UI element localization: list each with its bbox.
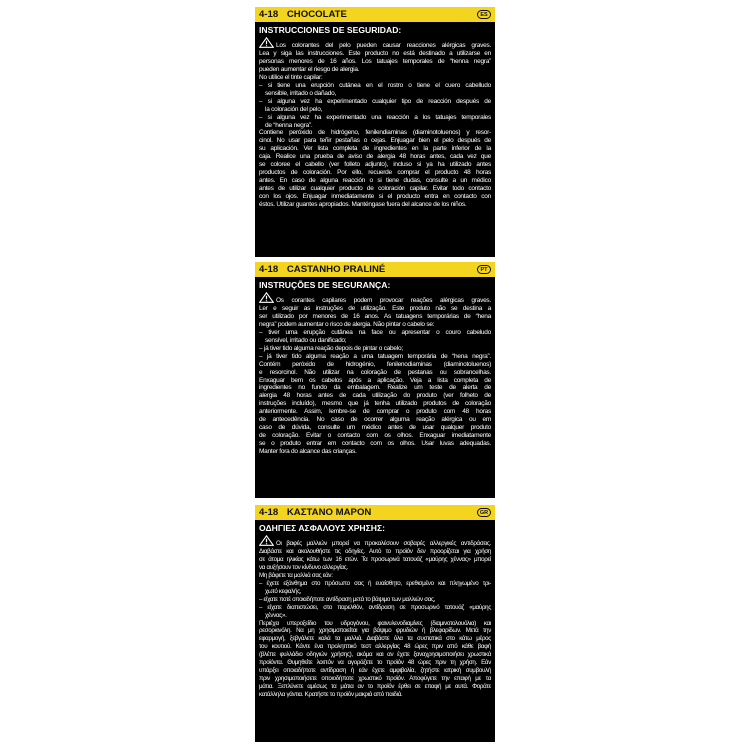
text-line: εφαρμογή, ξεβγάλετε καλά τα μαλλιά. Διαβάστε όλα τα συστατικά στο κάτω μέρος [259, 635, 491, 643]
text-line: caja. Realice una prueba de aviso de alergia 48 horas antes, cada vez que [259, 153, 491, 161]
text-line: (βλέπε φυλλάδιο οδηγιών χρήσης), ακόμα και αν έχετε ξαναχρησιμοποιήσει χρωστικά [259, 651, 491, 659]
shade-code: 4-18 [259, 507, 279, 518]
text-line: κατάλληλα γάντια. Κρατήστε το προϊόν μακριά από παιδιά. [259, 691, 403, 699]
text-line: σε άτομα ηλικίας κάτω των 16 ετών. Τα προσωρινά τατουάζ «μαύρης χέννας» μπορεί [259, 555, 491, 563]
text-line [259, 292, 491, 305]
text-line: ρεσορκινόλη. Να μη χρησιμοποιείται για βάψιμο φρυδιών ή βλεφαρίδων. Μετά την [259, 627, 491, 635]
text-line: μάτια. Ξεπλύνετε αμέσως τα μάτια αν το προϊόν έρθει σε επαφή με αυτά. Φοράτε [259, 683, 491, 691]
warning-text [259, 37, 491, 209]
warning-triangle-icon [259, 292, 274, 303]
country-badge-es: ES [477, 10, 491, 19]
text-line: No utilice el tinte capilar: [259, 73, 323, 81]
text-line: productos de coloración. Por ello, recuerde comprar el producto 48 horas [259, 169, 491, 177]
section-pt [255, 262, 495, 498]
shade-code: 4-18 [259, 264, 279, 275]
section-es [255, 7, 495, 257]
text-line: de coloração. Evitar o contacto com os olhos. Enxaguar imediatamente [259, 432, 491, 440]
text-line: Contém peróxido de hidrogénio, fenilenodiaminas (diaminotoluenos) [259, 360, 491, 368]
text-line: su aplicación. Ver lista completa de ingredientes en la parte inferior de la [259, 145, 491, 153]
text-line: con los ojos. Enjuagar inmediatamente si el producto entra en contacto con [259, 193, 491, 201]
text-line: – είχατε διαπιστώσει, στο παρελθόν, αντίδραση σε προσωρινό τατουάζ «μαύρης [259, 603, 491, 611]
warning-triangle-icon [259, 37, 274, 48]
text-line: πριν χρησιμοποιήσετε οποιοδήποτε χρωστικό προϊόν. Αποφύγετε την επαφή με τα [259, 675, 491, 683]
text-line: sensible, irritado o dañado, [265, 89, 337, 97]
text-line: se o produto entrar em contacto com os olhos. Usar luvas adequadas. [259, 440, 491, 448]
text-line: – είχατε ποτέ οποιαδήποτε αντίδραση μετά το βάψιμο των μαλλιών σας, [259, 595, 436, 603]
section-gr [255, 505, 495, 742]
text-line: ingredientes no fundo da embalagem. Realize um teste de alerta de [259, 384, 491, 392]
warning-triangle-icon [259, 535, 274, 546]
text-line: éstos. Utilizar guantes apropiados. Manténgase fuera del alcance de los niños. [259, 201, 467, 209]
warning-lead-text: Os corantes capilares podem provocar reações alérgicas graves. [276, 297, 491, 304]
warning-panel-gr [255, 520, 495, 742]
shade-name: CASTANHO PRALINÉ [286, 264, 386, 275]
text-line: χέννας». [265, 611, 287, 619]
text-line: – já tiver tido alguma reação a uma tatuagem temporária de “hena negra”. [259, 352, 491, 360]
text-line: Διαβάστε και ακολουθήστε τις οδηγίες. Αυτό το προϊόν δεν προορίζεται για χρήση [259, 547, 491, 555]
warning-text [259, 292, 491, 456]
text-line: Lea y siga las instrucciones. Este producto no está destinado a utilizarse en [259, 49, 491, 57]
text-line: e resorcinol. Não utilizar na coloração de pestanas ou sobrancelhas. [259, 368, 491, 376]
text-line [259, 37, 491, 50]
country-badge-pt: PT [477, 265, 491, 274]
text-line: να αυξήσουν τον κίνδυνο αλλεργίας. [259, 563, 348, 571]
text-line: anteriormente. Assim, lembre-se de comprar o produto com 48 horas [259, 408, 491, 416]
text-line: se coloree el cabello (ver folleto adjunto), incluso si ya ha utilizado antes [259, 161, 491, 169]
text-line: προϊόντα. Θυμηθείτε λοιπόν να αγοράζετε το προϊόν 48 ώρες πριν τη χρήση. Εάν [259, 659, 491, 667]
text-line: – έχετε εξάνθημα στο πρόσωπο σας ή ευαίσθητο, ερεθισμένο και πληγωμένο τρι- [259, 579, 491, 587]
text-line: antes. En caso de alguna reacción o si tiene dudas, consulte a un médico [259, 177, 491, 185]
text-line: la coloración del pelo, [265, 105, 323, 113]
text-line: ser utilizado por menores de 16 anos. As tatuagens temporárias de “hena [259, 312, 491, 320]
shade-name: CHOCOLATE [286, 9, 347, 20]
text-line: negra” podem aumentar o risco de alergia. Não pintar o cabelo se: [259, 320, 435, 328]
text-line: Contiene peróxido de hidrógeno, fenilendiaminas (diaminotoluenos) y resor- [259, 129, 491, 137]
warning-lead-text: Los colorantes del pelo pueden causar reacciones alérgicas graves. [276, 42, 491, 49]
text-line: de antecedência. No caso de ocorrer alguma reação alérgica ou em [259, 416, 491, 424]
text-line: Enxaguar bem os cabelos após a aplicação. Veja a lista completa de [259, 376, 491, 384]
warning-text [259, 535, 491, 699]
text-line: personas menores de 16 años. Los tatuajes temporales de “henna negra” [259, 57, 491, 65]
text-line: antes de utilizar cualquier producto de coloración capilar. Evitar todo contacto [259, 185, 491, 193]
text-line: Ler e seguir as instruções de utilização. Este produto não se destina a [259, 304, 491, 312]
text-line: του κουτιού. Κάντε ένα προληπτικό τεστ αλλεργίας 48 ώρες πριν από κάθε βαφή [259, 643, 491, 651]
text-line [259, 535, 491, 548]
text-line: – tiver uma erupção cutânea na face ou apresentar o couro cabeludo [259, 328, 491, 336]
section-title: ΟΔΗΓΙΕΣ ΑΣΦΑΛΟΥΣ ΧΡΗΣΗΣ: [259, 523, 386, 533]
warning-panel-es [255, 22, 495, 257]
text-line: υπάρξει οποιαδήποτε αντίδραση ή εάν έχετε αμφιβολία, ζητήστε ιατρική συμβουλή [259, 667, 491, 675]
text-line: pueden aumentar el riesgo de alergia. [259, 65, 360, 73]
section-title: INSTRUÇÕES DE SEGURANÇA: [259, 280, 391, 290]
text-line: Περιέχει υπεροξείδιο του υδρογόνου, φαινυλενοδιαμίνες (διαμινοτολουόλια) και [259, 619, 491, 627]
country-badge-gr: GR [477, 508, 491, 517]
text-line: instruções incluído), mesmo que já tenha utilizado produtos de coloração [259, 400, 491, 408]
section-title: INSTRUCCIONES DE SEGURIDAD: [259, 25, 402, 35]
text-line: sensível, irritado ou danificado; [265, 336, 347, 344]
text-line: – si alguna vez ha experimentado una reacción a los tatuajes temporales [259, 113, 491, 121]
text-line: – si alguna vez ha experimentado cualquier tipo de reacción después de [259, 97, 491, 105]
shade-name: ΚΑΣΤΑΝΟ ΜΑΡΟΝ [286, 507, 372, 518]
shade-header-pt [255, 262, 495, 277]
shade-code: 4-18 [259, 9, 279, 20]
warning-lead-text: Οι βαφές μαλλιών μπορεί να προκαλέσουν σοβαρές αλλεργικές αντιδράσεις. [276, 540, 491, 547]
shade-header-gr [255, 505, 495, 520]
shade-header-es [255, 7, 495, 22]
text-line: Μη βάφετε τα μαλλιά σας εάν: [259, 571, 333, 579]
text-line: cinol. No usar para teñir pestañas o cejas. Enjuagar bien el pelo después de [259, 137, 491, 145]
text-line: Manter fora do alcance das crianças. [259, 448, 357, 456]
text-line: alergia 48 horas antes de cada utilização do produto (ver folheto de [259, 392, 491, 400]
text-line: de “henna negra”. [265, 121, 313, 129]
warning-panel-pt [255, 277, 495, 498]
text-line: – já tiver tido alguma reação depois de pintar o cabelo; [259, 344, 403, 352]
text-line: caso de dúvida, consulte um médico antes de usar qualquer produto [259, 424, 491, 432]
text-line: χωτό κεφαλής, [265, 587, 302, 595]
text-line: – si tiene una erupción cutánea en el rostro o tiene el cuero cabelludo [259, 81, 491, 89]
